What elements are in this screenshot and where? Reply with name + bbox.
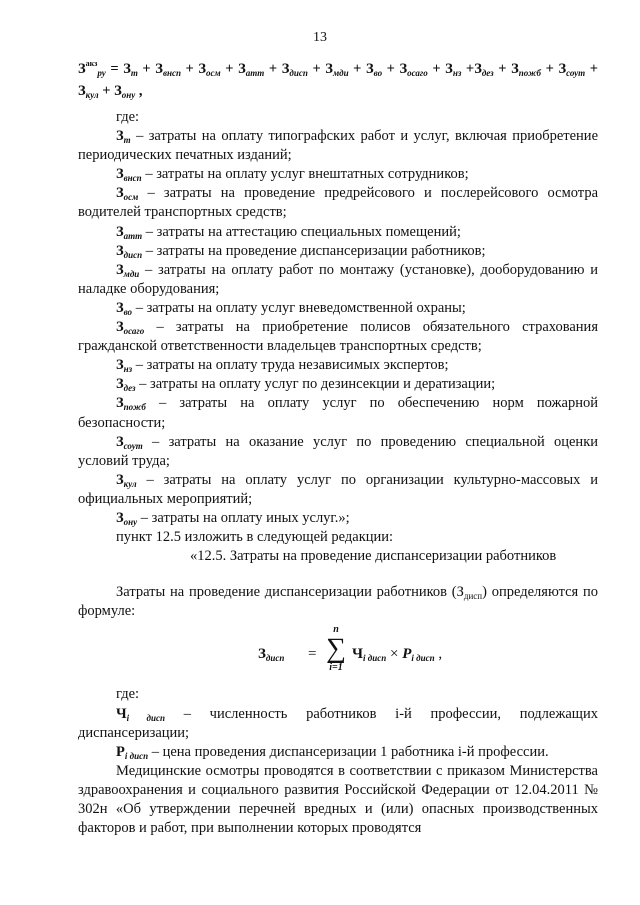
formula-term: $З_{осаго}$ <box>399 61 428 78</box>
definition-item: $З_{во}$ – затраты на оплату услуг вневедомственной охраны; <box>116 299 466 317</box>
definition-item: $З_{дисп}$ – затраты на проведение диспансеризации работников; <box>116 242 486 260</box>
formula-operator: , <box>135 83 143 99</box>
formula-term: $З_{внсп}$ <box>155 61 181 78</box>
formula-term: $З_{дез}$ <box>474 61 494 78</box>
formula-term: $З_{осм}$ <box>198 61 221 78</box>
formula-definition-item: $Ч_{i дисп}$ – численность работников i-й профессии, подлежащих диспансеризации; <box>78 705 598 741</box>
definition-item: $З_{ону}$ – затраты на оплату иных услуг.»; <box>116 509 350 527</box>
sum-symbol <box>324 625 348 673</box>
formula-definitions <box>78 705 598 762</box>
formula-rhs: $Ч_{i дисп} \times P_{i дисп}$ , <box>352 646 443 664</box>
formula-term: $З_{нз}$ <box>445 61 462 78</box>
definition-item: $З_{атт}$ – затраты на аттестацию специальных помещений; <box>116 223 461 241</box>
intro-before: Затраты на проведение диспансеризации работников (З <box>116 584 464 601</box>
formula-definition-item: $Р_{i дисп}$ – цена проведения диспансеризации 1 работника i-й профессии. <box>116 743 549 761</box>
definition-item: $З_{кул}$ – затраты на оплату услуг по организации культурно-массовых и официальных мероприятий; <box>78 471 598 507</box>
main-cost-formula <box>78 58 598 102</box>
formula-operator: + <box>427 61 446 77</box>
formula-operator: + <box>493 61 512 77</box>
clause-text: пункт 12.5 изложить в следующей редакции: <box>116 529 394 546</box>
formula-operator: + <box>98 83 115 99</box>
definition-item: $З_{нз}$ – затраты на оплату труда независимых экспертов; <box>116 357 449 375</box>
formula-term: $З_{соут}$ <box>558 61 586 78</box>
intro-paragraph <box>78 583 598 621</box>
definition-item: $З_{внсп}$ – затраты на оплату услуг внештатных сотрудников; <box>116 166 469 184</box>
formula-operator: + <box>382 61 400 77</box>
where-label: где: <box>116 109 140 125</box>
definitions-list <box>78 127 598 528</box>
spacer <box>78 566 598 583</box>
formula-term: $З_{кул}$ <box>78 83 99 100</box>
definition-item: $З_{осм}$ – затраты на проведение предрейсового и послерейсового осмотра водителей транспортных средств; <box>78 185 598 221</box>
definition-item: $З_{соут}$ – затраты на оказание услуг по проведению специальной оценки условий труда; <box>78 433 598 469</box>
definition-item: $З_{дез}$ – затраты на оплату услуг по дезинсекции и дератизации; <box>116 376 496 394</box>
section-title: «12.5. Затраты на проведение диспансеризации работников <box>190 548 557 565</box>
definition-item: $З_{осаго}$ – затраты на приобретение полисов обязательного страхования гражданской ответственности владельцев транспортных средств; <box>78 319 598 355</box>
formula-term: $З_{во}$ <box>366 61 383 78</box>
formula-term: $З_{пожб}$ <box>511 61 542 78</box>
sum-lower-limit: i=1 <box>329 662 343 674</box>
formula-term: $З_{мди}$ <box>325 61 349 78</box>
formula-operator: + <box>585 61 599 77</box>
dispensary-formula <box>78 625 598 677</box>
formula-operator: + <box>137 61 156 77</box>
formula-term: $З_т$ <box>123 61 138 78</box>
formula-term: $З_{ону}$ <box>114 83 136 100</box>
definition-item: $З_{мди}$ – затраты на оплату работ по монтажу (установке), дооборудованию и наладке оборудования; <box>78 261 598 297</box>
formula-operator: + <box>541 61 559 77</box>
formula-operator: + <box>264 61 282 77</box>
intro-after: ) определяются по формуле: <box>78 584 598 620</box>
definition-item: $З_{пожб}$ – затраты на оплату услуг по обеспечению норм пожарной безопасности; <box>78 395 598 431</box>
formula-operator: + <box>461 61 475 77</box>
formula-operator: + <box>220 61 239 77</box>
document-body <box>78 58 598 838</box>
formula-operator: + <box>307 61 326 77</box>
sum-upper-limit: n <box>333 624 339 636</box>
where-label-2: где: <box>116 686 140 703</box>
formula-term: $З^{акз}_{ру}$ <box>78 59 106 78</box>
formula-lhs: $З_{дисп}$ <box>258 646 285 664</box>
formula-equals: = <box>308 646 317 663</box>
formula-term: $З_{атт}$ <box>238 61 265 78</box>
final-paragraph: Медицинские осмотры проводятся в соответствии с приказом Министерства здравоохранения и социального развития Российской Федерации от 12.04.2011 № 302н «Об утверждении перечней вредных и (или) опасных производственных факторов и работ, при выполнении которых проводятся <box>78 762 598 837</box>
formula-term: $З_{дисп}$ <box>281 61 308 78</box>
formula-operator: + <box>180 61 199 77</box>
formula-operator: + <box>348 61 367 77</box>
page-number: 13 <box>313 30 327 45</box>
formula-operator: = <box>105 61 124 77</box>
intro-sub: дисп <box>463 591 483 602</box>
definition-item: $З_т$ – затраты на оплату типографских работ и услуг, включая приобретение периодических печатных изданий; <box>78 128 598 164</box>
sigma-glyph: ∑ <box>326 633 346 665</box>
